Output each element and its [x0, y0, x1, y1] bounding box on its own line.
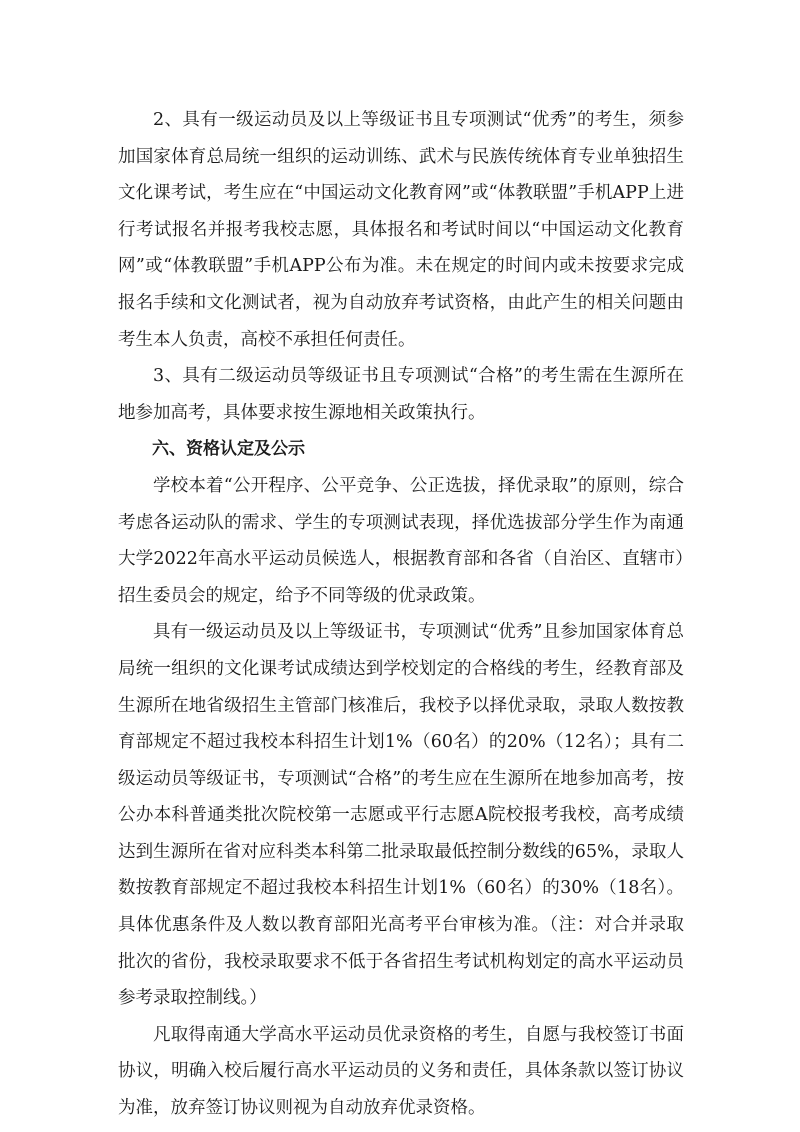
document-body	[118, 102, 684, 1127]
paragraph-principle: 学校本着“公开程序、公平竞争、公正选拔，择优录取”的原则，综合考虑各运动队的需求、学生的专项测试表现，择优选拔部分学生作为南通大学2022年高水平运动员候选人，根据教育部和各省（自治区、直辖市）招生委员会的规定，给予不同等级的优录政策。	[118, 475, 684, 606]
paragraph-item-2: 2、具有一级运动员及以上等级证书且专项测试“优秀”的考生，须参加国家体育总局统一组织的运动训练、武术与民族传统体育专业单独招生文化课考试，考生应在“中国运动文化教育网”或“体教联盟”手机APP上进行考试报名并报考我校志愿，具体报名和考试时间以“中国运动文化教育网”或“体教联盟”手机APP公布为准。未在规定的时间内或未按要求完成报名手续和文化测试者，视为自动放弃考试资格，由此产生的相关问题由考生本人负责，高校不承担任何责任。	[118, 110, 684, 350]
paragraph-agreement: 凡取得南通大学高水平运动员优录资格的考生，自愿与我校签订书面协议，明确入校后履行高水平运动员的义务和责任，具体条款以签订协议为准，放弃签订协议则视为自动放弃优录资格。	[118, 1024, 684, 1119]
section-heading-qualification: 六、资格认定及公示	[152, 439, 305, 460]
paragraph-item-3: 3、具有二级运动员等级证书且专项测试“合格”的考生需在生源所在地参加高考，具体要求按生源地相关政策执行。	[118, 366, 684, 423]
paragraph-admission-policy: 具有一级运动员及以上等级证书，专项测试“优秀”且参加国家体育总局统一组织的文化课考试成绩达到学校划定的合格线的考生，经教育部及生源所在地省级招生主管部门核准后，我校予以择优录取，录取人数按教育部规定不超过我校本科招生计划1%（60名）的20%（12名）；具有二级运动员等级证书，专项测试“合格”的考生应在生源所在地参加高考，按公办本科普通类批次院校第一志愿或平行志愿A院校报考我校，高考成绩达到生源所在省对应科类本科第二批录取最低控制分数线的65%，录取人数按教育部规定不超过我校本科招生计划1%（60名）的30%（18名）。具体优惠条件及人数以教育部阳光高考平台审核为准。（注：对合并录取批次的省份，我校录取要求不低于各省招生考试机构划定的高水平运动员参考录取控制线。）	[118, 622, 684, 1009]
